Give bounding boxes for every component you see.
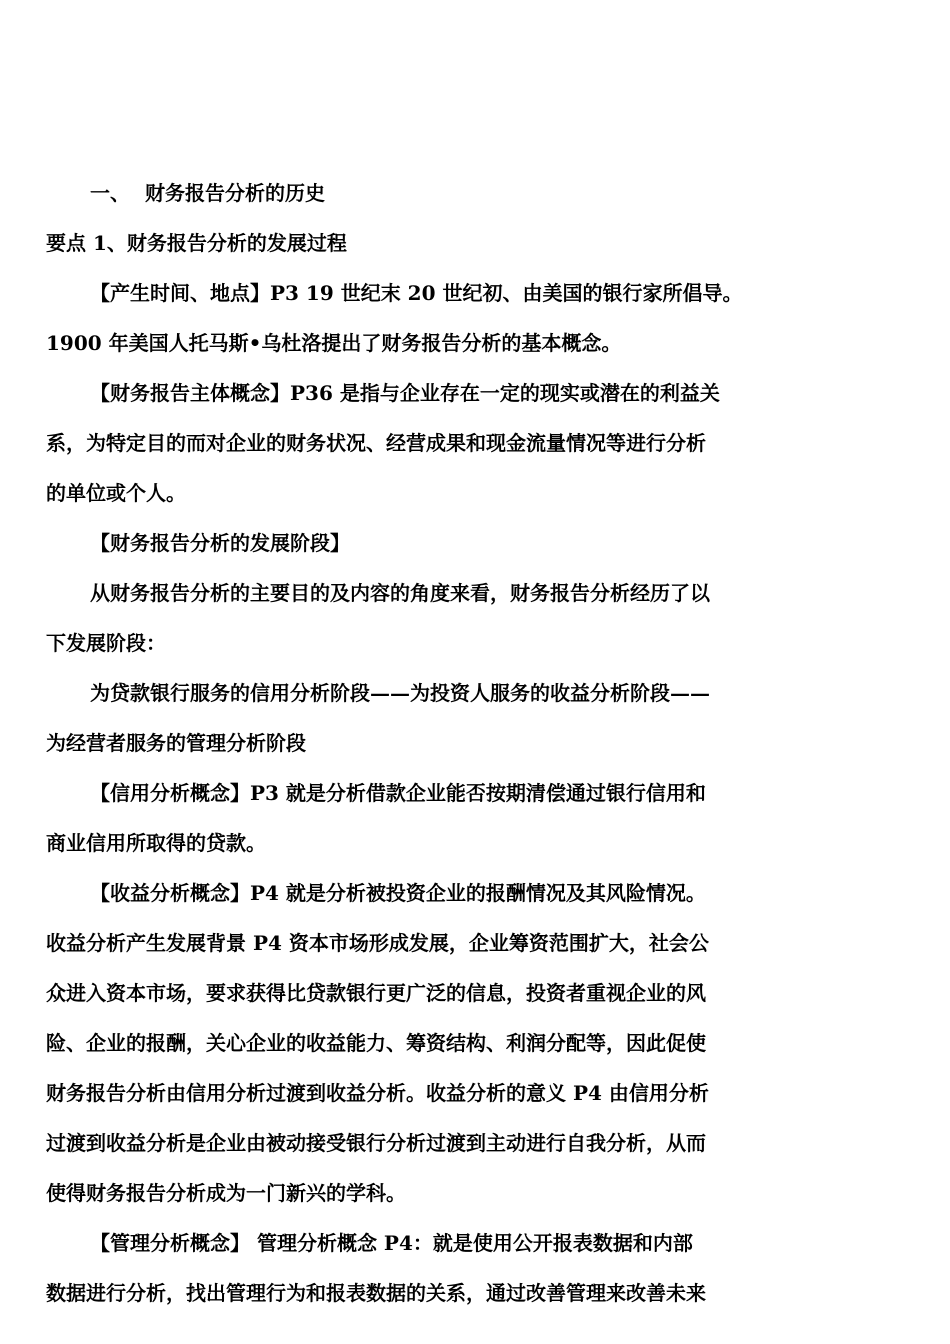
text-line: 财务报告分析由信用分析过渡到收益分析。收益分析的意义 P4 由信用分析 [46,1081,709,1105]
text-line: 要点 1、财务报告分析的发展过程 [46,231,347,255]
text-line: 【产生时间、地点】P3 19 世纪末 20 世纪初、由美国的银行家所倡导。 [90,281,743,305]
text-line: 系，为特定目的而对企业的财务状况、经营成果和现金流量情况等进行分析 [46,431,706,455]
text-line: 【财务报告主体概念】P36 是指与企业存在一定的现实或潜在的利益关 [90,381,720,405]
document-body [46,168,806,1318]
section-number: 一、 [90,181,130,205]
text-line: 下发展阶段： [46,631,166,655]
text-line: 众进入资本市场，要求获得比贷款银行更广泛的信息，投资者重视企业的风 [46,981,706,1005]
section-title: 财务报告分析的历史 [145,181,325,205]
text-line: 从财务报告分析的主要目的及内容的角度来看，财务报告分析经历了以 [90,581,710,605]
text-line: 【财务报告分析的发展阶段】 [90,531,350,555]
text-line: 【管理分析概念】 管理分析概念 P4：就是使用公开报表数据和内部 [90,1231,693,1255]
text-line: 【信用分析概念】P3 就是分析借款企业能否按期清偿通过银行信用和 [90,781,706,805]
text-line: 1900 年美国人托马斯•乌杜洛提出了财务报告分析的基本概念。 [46,331,622,355]
text-line: 的单位或个人。 [46,481,186,505]
text-line: 为经营者服务的管理分析阶段 [46,731,306,755]
section-heading [46,168,806,218]
text-line: 过渡到收益分析是企业由被动接受银行分析过渡到主动进行自我分析，从而 [46,1131,706,1155]
text-line: 商业信用所取得的贷款。 [46,831,266,855]
text-line: 险、企业的报酬，关心企业的收益能力、筹资结构、利润分配等，因此促使 [46,1031,706,1055]
text-line: 【收益分析概念】P4 就是分析被投资企业的报酬情况及其风险情况。 [90,881,706,905]
paragraph-lines [46,218,806,1318]
text-line: 使得财务报告分析成为一门新兴的学科。 [46,1181,406,1205]
text-line: 数据进行分析，找出管理行为和报表数据的关系，通过改善管理来改善未来 [46,1281,706,1305]
text-line: 收益分析产生发展背景 P4 资本市场形成发展，企业筹资范围扩大，社会公 [46,931,709,955]
text-line: 为贷款银行服务的信用分析阶段——为投资人服务的收益分析阶段—— [90,681,710,705]
